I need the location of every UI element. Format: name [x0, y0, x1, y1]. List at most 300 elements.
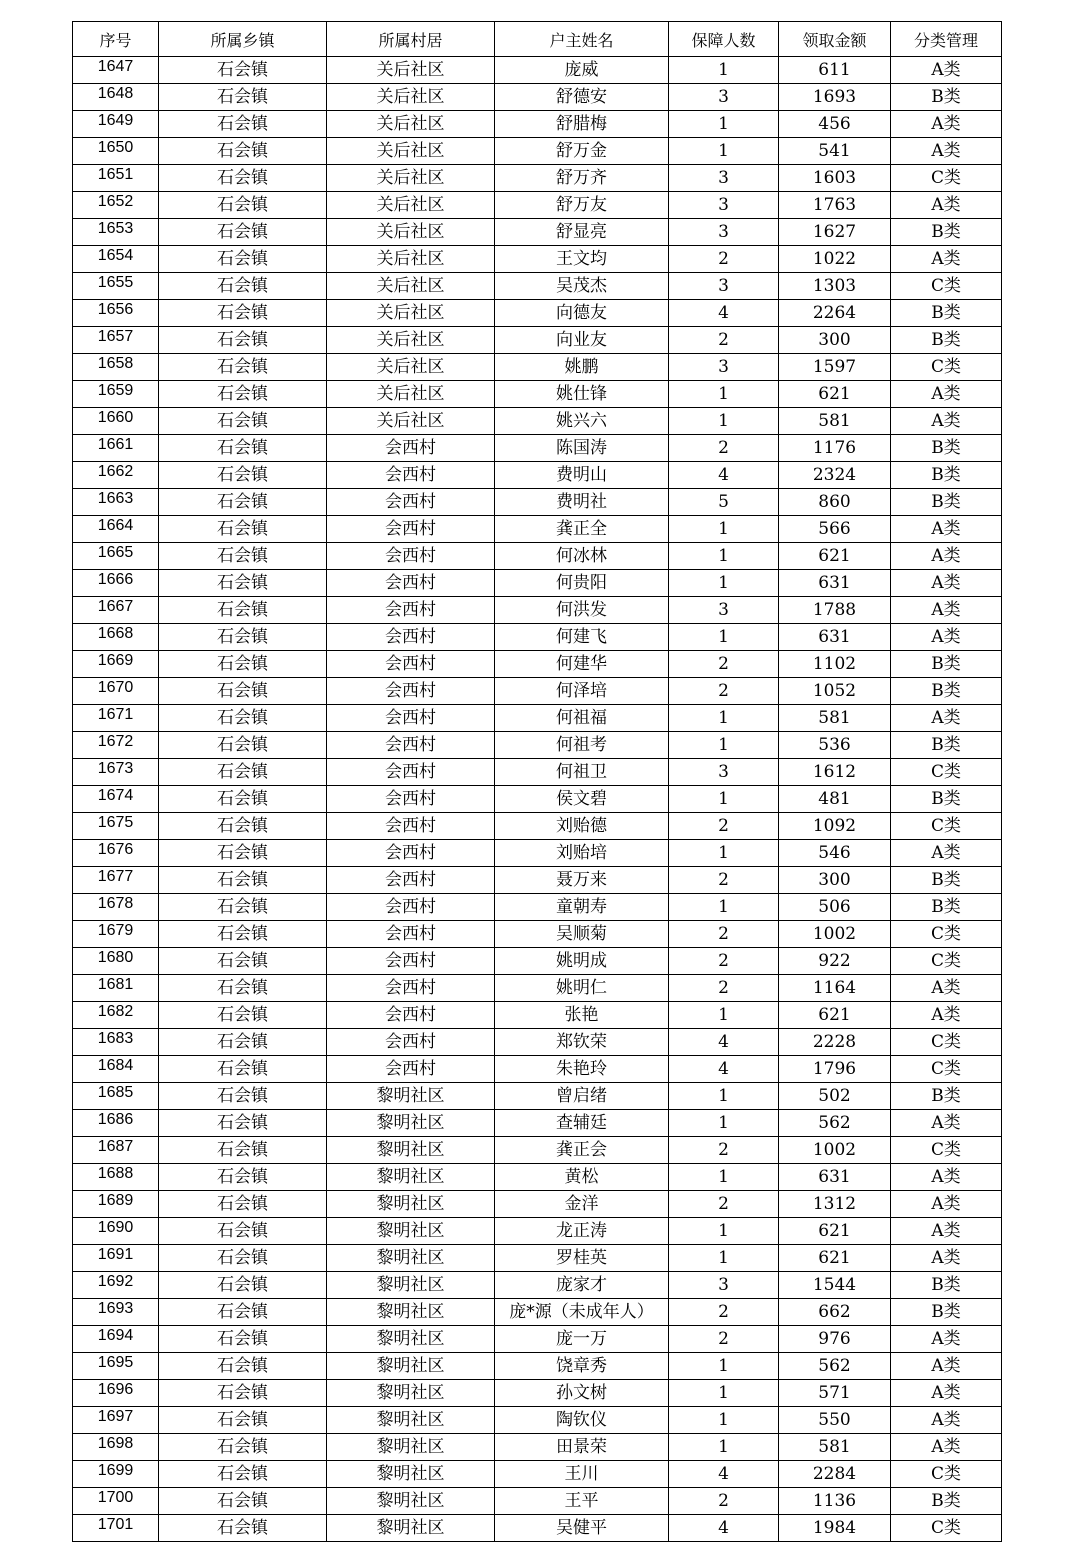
cell-village: 关后社区	[327, 165, 495, 192]
cell-category: A类	[891, 840, 1002, 867]
cell-householder-name: 童朝寿	[495, 894, 669, 921]
cell-householder-name: 费明山	[495, 462, 669, 489]
cell-serial-number: 1700	[73, 1488, 159, 1515]
cell-covered-persons: 2	[669, 435, 779, 462]
cell-covered-persons: 1	[669, 1218, 779, 1245]
cell-serial-number: 1673	[73, 759, 159, 786]
cell-category: A类	[891, 1353, 1002, 1380]
cell-serial-number: 1677	[73, 867, 159, 894]
cell-covered-persons: 1	[669, 1002, 779, 1029]
cell-village: 会西村	[327, 867, 495, 894]
cell-township: 石会镇	[159, 1326, 327, 1353]
cell-householder-name: 何建华	[495, 651, 669, 678]
cell-serial-number: 1666	[73, 570, 159, 597]
cell-serial-number: 1651	[73, 165, 159, 192]
cell-serial-number: 1665	[73, 543, 159, 570]
cell-householder-name: 聂万来	[495, 867, 669, 894]
table-row	[73, 1137, 1002, 1164]
cell-householder-name: 姚明成	[495, 948, 669, 975]
cell-amount-received: 621	[779, 1245, 891, 1272]
cell-category: C类	[891, 1137, 1002, 1164]
cell-village: 会西村	[327, 705, 495, 732]
table-row	[73, 408, 1002, 435]
cell-township: 石会镇	[159, 1245, 327, 1272]
cell-serial-number: 1663	[73, 489, 159, 516]
header-village: 所属村居	[327, 22, 495, 57]
table-row	[73, 1380, 1002, 1407]
cell-serial-number: 1675	[73, 813, 159, 840]
cell-householder-name: 郑钦荣	[495, 1029, 669, 1056]
cell-householder-name: 龙正涛	[495, 1218, 669, 1245]
cell-village: 会西村	[327, 1002, 495, 1029]
cell-amount-received: 481	[779, 786, 891, 813]
cell-serial-number: 1662	[73, 462, 159, 489]
table-row	[73, 813, 1002, 840]
cell-township: 石会镇	[159, 354, 327, 381]
cell-amount-received: 1612	[779, 759, 891, 786]
cell-serial-number: 1701	[73, 1515, 159, 1542]
cell-householder-name: 黄松	[495, 1164, 669, 1191]
cell-covered-persons: 1	[669, 732, 779, 759]
cell-category: B类	[891, 1272, 1002, 1299]
cell-category: A类	[891, 138, 1002, 165]
cell-householder-name: 费明社	[495, 489, 669, 516]
cell-covered-persons: 2	[669, 867, 779, 894]
cell-village: 关后社区	[327, 408, 495, 435]
cell-amount-received: 1984	[779, 1515, 891, 1542]
cell-amount-received: 1022	[779, 246, 891, 273]
cell-householder-name: 庞一万	[495, 1326, 669, 1353]
cell-covered-persons: 2	[669, 1326, 779, 1353]
table-row	[73, 1461, 1002, 1488]
cell-township: 石会镇	[159, 1002, 327, 1029]
table-row	[73, 57, 1002, 84]
cell-covered-persons: 2	[669, 678, 779, 705]
cell-category: B类	[891, 300, 1002, 327]
cell-amount-received: 536	[779, 732, 891, 759]
cell-category: A类	[891, 543, 1002, 570]
cell-village: 黎明社区	[327, 1137, 495, 1164]
cell-covered-persons: 1	[669, 381, 779, 408]
cell-village: 会西村	[327, 732, 495, 759]
cell-serial-number: 1667	[73, 597, 159, 624]
cell-township: 石会镇	[159, 678, 327, 705]
cell-householder-name: 何祖考	[495, 732, 669, 759]
table-row	[73, 1056, 1002, 1083]
cell-township: 石会镇	[159, 1137, 327, 1164]
cell-township: 石会镇	[159, 1029, 327, 1056]
table-row	[73, 678, 1002, 705]
cell-householder-name: 龚正会	[495, 1137, 669, 1164]
cell-village: 会西村	[327, 516, 495, 543]
cell-category: B类	[891, 678, 1002, 705]
cell-township: 石会镇	[159, 462, 327, 489]
cell-category: B类	[891, 1083, 1002, 1110]
cell-village: 黎明社区	[327, 1272, 495, 1299]
cell-township: 石会镇	[159, 948, 327, 975]
table-row	[73, 867, 1002, 894]
cell-village: 黎明社区	[327, 1191, 495, 1218]
cell-serial-number: 1652	[73, 192, 159, 219]
cell-serial-number: 1679	[73, 921, 159, 948]
cell-category: A类	[891, 975, 1002, 1002]
cell-township: 石会镇	[159, 273, 327, 300]
cell-amount-received: 2264	[779, 300, 891, 327]
cell-covered-persons: 1	[669, 1245, 779, 1272]
cell-township: 石会镇	[159, 1164, 327, 1191]
cell-amount-received: 1312	[779, 1191, 891, 1218]
cell-village: 会西村	[327, 435, 495, 462]
cell-village: 会西村	[327, 975, 495, 1002]
cell-village: 黎明社区	[327, 1461, 495, 1488]
cell-householder-name: 舒万友	[495, 192, 669, 219]
table-row	[73, 138, 1002, 165]
cell-category: A类	[891, 1380, 1002, 1407]
cell-category: A类	[891, 111, 1002, 138]
cell-covered-persons: 2	[669, 948, 779, 975]
cell-village: 会西村	[327, 651, 495, 678]
cell-householder-name: 何贵阳	[495, 570, 669, 597]
cell-category: B类	[891, 327, 1002, 354]
cell-householder-name: 何泽培	[495, 678, 669, 705]
cell-covered-persons: 1	[669, 1164, 779, 1191]
cell-village: 黎明社区	[327, 1218, 495, 1245]
cell-amount-received: 1303	[779, 273, 891, 300]
cell-amount-received: 1544	[779, 1272, 891, 1299]
table-row	[73, 381, 1002, 408]
cell-covered-persons: 2	[669, 651, 779, 678]
cell-serial-number: 1694	[73, 1326, 159, 1353]
cell-covered-persons: 1	[669, 570, 779, 597]
cell-householder-name: 吴健平	[495, 1515, 669, 1542]
table-row	[73, 219, 1002, 246]
table-row	[73, 651, 1002, 678]
cell-village: 关后社区	[327, 381, 495, 408]
cell-category: C类	[891, 1515, 1002, 1542]
cell-serial-number: 1697	[73, 1407, 159, 1434]
cell-serial-number: 1693	[73, 1299, 159, 1326]
cell-township: 石会镇	[159, 975, 327, 1002]
cell-covered-persons: 1	[669, 705, 779, 732]
cell-township: 石会镇	[159, 1380, 327, 1407]
cell-village: 关后社区	[327, 138, 495, 165]
cell-village: 关后社区	[327, 327, 495, 354]
cell-serial-number: 1669	[73, 651, 159, 678]
cell-householder-name: 向德友	[495, 300, 669, 327]
cell-category: B类	[891, 462, 1002, 489]
cell-serial-number: 1658	[73, 354, 159, 381]
table-row	[73, 1299, 1002, 1326]
cell-amount-received: 621	[779, 543, 891, 570]
cell-householder-name: 向业友	[495, 327, 669, 354]
cell-covered-persons: 2	[669, 1299, 779, 1326]
cell-serial-number: 1647	[73, 57, 159, 84]
cell-category: B类	[891, 84, 1002, 111]
cell-covered-persons: 3	[669, 759, 779, 786]
cell-category: C类	[891, 813, 1002, 840]
cell-township: 石会镇	[159, 1191, 327, 1218]
cell-covered-persons: 2	[669, 921, 779, 948]
cell-serial-number: 1688	[73, 1164, 159, 1191]
cell-category: A类	[891, 1434, 1002, 1461]
cell-serial-number: 1690	[73, 1218, 159, 1245]
cell-serial-number: 1698	[73, 1434, 159, 1461]
cell-serial-number: 1672	[73, 732, 159, 759]
table-row	[73, 786, 1002, 813]
cell-amount-received: 1164	[779, 975, 891, 1002]
cell-township: 石会镇	[159, 1056, 327, 1083]
cell-householder-name: 罗桂英	[495, 1245, 669, 1272]
cell-township: 石会镇	[159, 1218, 327, 1245]
cell-amount-received: 1002	[779, 1137, 891, 1164]
cell-category: C类	[891, 354, 1002, 381]
cell-township: 石会镇	[159, 1110, 327, 1137]
cell-householder-name: 王平	[495, 1488, 669, 1515]
cell-township: 石会镇	[159, 1083, 327, 1110]
cell-township: 石会镇	[159, 921, 327, 948]
cell-householder-name: 姚明仁	[495, 975, 669, 1002]
cell-category: A类	[891, 1164, 1002, 1191]
cell-amount-received: 562	[779, 1353, 891, 1380]
header-township: 所属乡镇	[159, 22, 327, 57]
cell-serial-number: 1656	[73, 300, 159, 327]
cell-householder-name: 龚正全	[495, 516, 669, 543]
cell-category: C类	[891, 1029, 1002, 1056]
table-row	[73, 1245, 1002, 1272]
cell-serial-number: 1648	[73, 84, 159, 111]
cell-serial-number: 1681	[73, 975, 159, 1002]
cell-householder-name: 何洪发	[495, 597, 669, 624]
table-row	[73, 300, 1002, 327]
cell-township: 石会镇	[159, 597, 327, 624]
header-amount-received: 领取金额	[779, 22, 891, 57]
cell-village: 黎明社区	[327, 1245, 495, 1272]
cell-covered-persons: 1	[669, 786, 779, 813]
cell-township: 石会镇	[159, 489, 327, 516]
cell-covered-persons: 5	[669, 489, 779, 516]
cell-category: C类	[891, 273, 1002, 300]
cell-township: 石会镇	[159, 543, 327, 570]
cell-village: 会西村	[327, 813, 495, 840]
cell-covered-persons: 3	[669, 219, 779, 246]
cell-amount-received: 1693	[779, 84, 891, 111]
cell-covered-persons: 1	[669, 408, 779, 435]
cell-covered-persons: 2	[669, 246, 779, 273]
table-row	[73, 1407, 1002, 1434]
cell-village: 关后社区	[327, 300, 495, 327]
cell-village: 黎明社区	[327, 1083, 495, 1110]
cell-category: A类	[891, 1191, 1002, 1218]
cell-amount-received: 1136	[779, 1488, 891, 1515]
table-row	[73, 84, 1002, 111]
cell-serial-number: 1659	[73, 381, 159, 408]
cell-householder-name: 何建飞	[495, 624, 669, 651]
cell-village: 会西村	[327, 489, 495, 516]
table-row	[73, 165, 1002, 192]
cell-category: C类	[891, 921, 1002, 948]
cell-serial-number: 1680	[73, 948, 159, 975]
cell-serial-number: 1684	[73, 1056, 159, 1083]
cell-covered-persons: 1	[669, 111, 779, 138]
cell-amount-received: 1627	[779, 219, 891, 246]
cell-village: 关后社区	[327, 57, 495, 84]
cell-village: 关后社区	[327, 219, 495, 246]
cell-covered-persons: 1	[669, 543, 779, 570]
cell-covered-persons: 3	[669, 165, 779, 192]
cell-covered-persons: 4	[669, 1515, 779, 1542]
cell-serial-number: 1682	[73, 1002, 159, 1029]
table-row	[73, 759, 1002, 786]
cell-category: A类	[891, 381, 1002, 408]
cell-village: 黎明社区	[327, 1164, 495, 1191]
cell-village: 会西村	[327, 786, 495, 813]
cell-category: A类	[891, 597, 1002, 624]
cell-serial-number: 1687	[73, 1137, 159, 1164]
cell-township: 石会镇	[159, 624, 327, 651]
cell-serial-number: 1696	[73, 1380, 159, 1407]
cell-category: A类	[891, 1245, 1002, 1272]
cell-category: A类	[891, 1407, 1002, 1434]
cell-covered-persons: 2	[669, 327, 779, 354]
cell-township: 石会镇	[159, 786, 327, 813]
cell-householder-name: 吴顺菊	[495, 921, 669, 948]
cell-township: 石会镇	[159, 894, 327, 921]
cell-householder-name: 姚仕锋	[495, 381, 669, 408]
cell-category: A类	[891, 570, 1002, 597]
cell-village: 会西村	[327, 921, 495, 948]
cell-amount-received: 2228	[779, 1029, 891, 1056]
cell-township: 石会镇	[159, 138, 327, 165]
table-row	[73, 975, 1002, 1002]
cell-covered-persons: 1	[669, 1353, 779, 1380]
cell-village: 会西村	[327, 1056, 495, 1083]
cell-serial-number: 1692	[73, 1272, 159, 1299]
cell-category: C类	[891, 1461, 1002, 1488]
header-covered-persons: 保障人数	[669, 22, 779, 57]
cell-category: B类	[891, 732, 1002, 759]
table-row	[73, 462, 1002, 489]
cell-township: 石会镇	[159, 570, 327, 597]
cell-amount-received: 1102	[779, 651, 891, 678]
cell-serial-number: 1671	[73, 705, 159, 732]
cell-covered-persons: 4	[669, 462, 779, 489]
cell-amount-received: 300	[779, 327, 891, 354]
cell-serial-number: 1670	[73, 678, 159, 705]
table-row	[73, 921, 1002, 948]
cell-householder-name: 刘贻培	[495, 840, 669, 867]
table-row	[73, 354, 1002, 381]
cell-covered-persons: 4	[669, 300, 779, 327]
cell-householder-name: 庞威	[495, 57, 669, 84]
cell-householder-name: 刘贻德	[495, 813, 669, 840]
header-category: 分类管理	[891, 22, 1002, 57]
cell-amount-received: 581	[779, 408, 891, 435]
cell-amount-received: 2324	[779, 462, 891, 489]
cell-serial-number: 1691	[73, 1245, 159, 1272]
cell-township: 石会镇	[159, 1353, 327, 1380]
cell-category: C类	[891, 1056, 1002, 1083]
table-row	[73, 705, 1002, 732]
table-row	[73, 1083, 1002, 1110]
table-row	[73, 516, 1002, 543]
cell-householder-name: 孙文树	[495, 1380, 669, 1407]
cell-amount-received: 976	[779, 1326, 891, 1353]
cell-amount-received: 631	[779, 570, 891, 597]
cell-covered-persons: 3	[669, 597, 779, 624]
cell-amount-received: 300	[779, 867, 891, 894]
cell-householder-name: 田景荣	[495, 1434, 669, 1461]
header-householder-name: 户主姓名	[495, 22, 669, 57]
cell-covered-persons: 4	[669, 1029, 779, 1056]
table-row	[73, 840, 1002, 867]
table-row	[73, 1272, 1002, 1299]
cell-village: 会西村	[327, 759, 495, 786]
cell-township: 石会镇	[159, 381, 327, 408]
header-row	[73, 22, 1002, 57]
cell-serial-number: 1695	[73, 1353, 159, 1380]
table-row	[73, 624, 1002, 651]
cell-category: B类	[891, 1488, 1002, 1515]
table-row	[73, 1029, 1002, 1056]
cell-covered-persons: 4	[669, 1461, 779, 1488]
cell-householder-name: 舒腊梅	[495, 111, 669, 138]
cell-amount-received: 566	[779, 516, 891, 543]
cell-householder-name: 金洋	[495, 1191, 669, 1218]
table-row	[73, 1002, 1002, 1029]
cell-village: 会西村	[327, 570, 495, 597]
table-header	[73, 22, 1002, 57]
cell-covered-persons: 2	[669, 975, 779, 1002]
cell-householder-name: 朱艳玲	[495, 1056, 669, 1083]
cell-township: 石会镇	[159, 1515, 327, 1542]
cell-township: 石会镇	[159, 1299, 327, 1326]
cell-township: 石会镇	[159, 165, 327, 192]
cell-householder-name: 侯文碧	[495, 786, 669, 813]
cell-covered-persons: 1	[669, 138, 779, 165]
table-row	[73, 246, 1002, 273]
table-row	[73, 192, 1002, 219]
cell-householder-name: 姚鹏	[495, 354, 669, 381]
table-row	[73, 570, 1002, 597]
table-row	[73, 327, 1002, 354]
cell-householder-name: 吴茂杰	[495, 273, 669, 300]
table-row	[73, 1218, 1002, 1245]
cell-covered-persons: 4	[669, 1056, 779, 1083]
cell-householder-name: 何祖卫	[495, 759, 669, 786]
cell-householder-name: 王川	[495, 1461, 669, 1488]
cell-amount-received: 631	[779, 1164, 891, 1191]
cell-serial-number: 1676	[73, 840, 159, 867]
cell-amount-received: 1176	[779, 435, 891, 462]
table-row	[73, 489, 1002, 516]
table-row	[73, 1164, 1002, 1191]
cell-village: 关后社区	[327, 192, 495, 219]
cell-category: A类	[891, 1218, 1002, 1245]
cell-householder-name: 何祖福	[495, 705, 669, 732]
cell-householder-name: 陈国涛	[495, 435, 669, 462]
cell-village: 会西村	[327, 1029, 495, 1056]
cell-covered-persons: 1	[669, 894, 779, 921]
cell-amount-received: 562	[779, 1110, 891, 1137]
cell-township: 石会镇	[159, 840, 327, 867]
cell-township: 石会镇	[159, 84, 327, 111]
cell-amount-received: 1796	[779, 1056, 891, 1083]
cell-covered-persons: 1	[669, 1407, 779, 1434]
cell-village: 关后社区	[327, 273, 495, 300]
cell-village: 黎明社区	[327, 1110, 495, 1137]
cell-amount-received: 1597	[779, 354, 891, 381]
cell-covered-persons: 1	[669, 1380, 779, 1407]
